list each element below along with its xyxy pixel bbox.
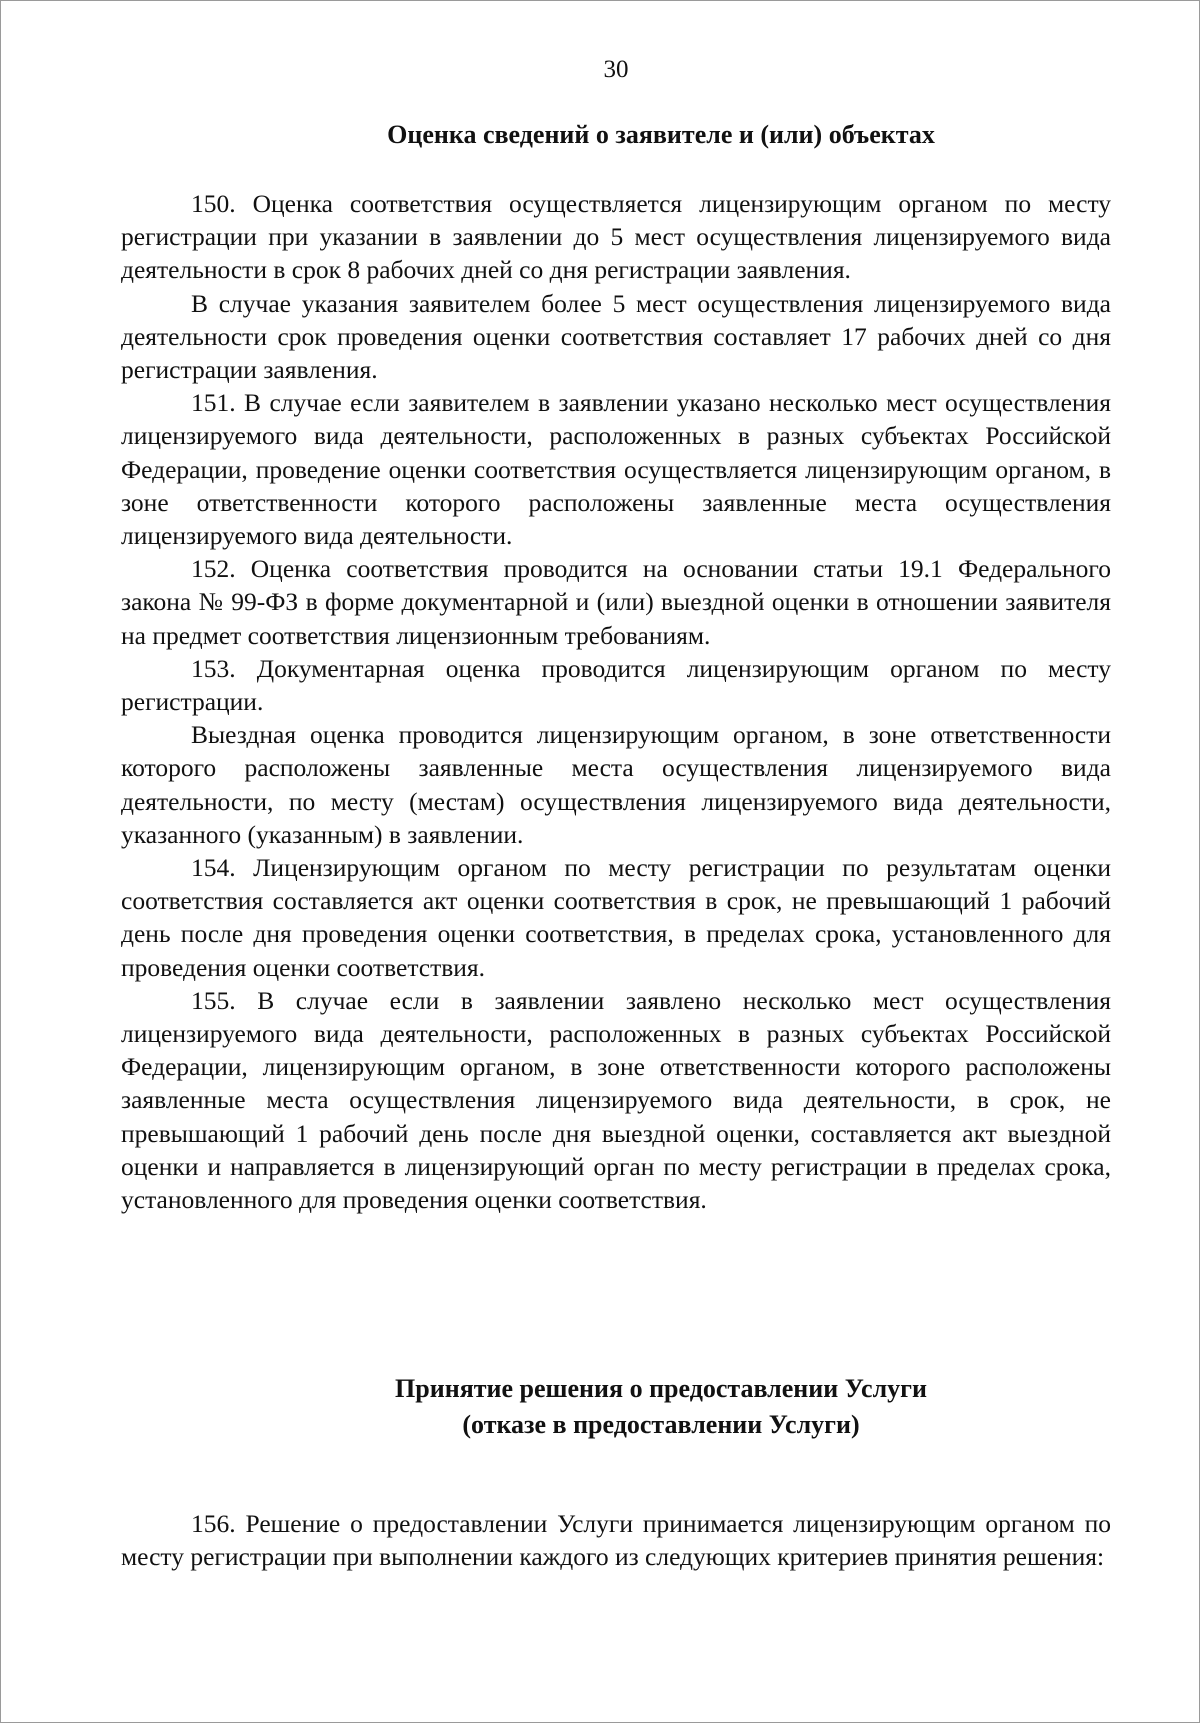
paragraph-150-continued: В случае указания заявителем более 5 мест осуществления лицензируемого вида деятельности срок проведения оценки соответствия составляет 17 рабочих дней со дня регистрации заявления. bbox=[121, 288, 1111, 385]
paragraph-153-continued: Выездная оценка проводится лицензирующим органом, в зоне ответственности которого расположены заявленные места осуществления лицензируемого вида деятельности, по месту (местам) осуществления лицензируемого вида деятельности, указанного (указанным) в заявлении. bbox=[121, 720, 1111, 849]
paragraph-150: 150. Оценка соответствия осуществляется лицензирующим органом по месту регистрации при указании в заявлении до 5 мест осуществления лицензируемого вида деятельности в срок 8 рабочих дней со дня регистрации заявления. bbox=[121, 189, 1111, 285]
paragraph-154: 154. Лицензирующим органом по месту регистрации по результатам оценки соответствия составляется акт оценки соответствия в срок, не превышающий 1 рабочий день после дня проведения оценки соответствия, в пределах срока, установленного для проведения оценки соответствия. bbox=[121, 853, 1111, 982]
paragraph-152: 152. Оценка соответствия проводится на основании статьи 19.1 Федерального закона № 99-ФЗ в форме документарной и (или) выездной оценки в отношении заявителя на предмет соответствия лицензионным требованиям. bbox=[121, 554, 1111, 650]
section-body-decision bbox=[121, 1507, 1111, 1573]
section-heading-decision-line2: (отказе в предоставлении Услуги) bbox=[462, 1410, 860, 1439]
paragraph-155: 155. В случае если в заявлении заявлено несколько мест осуществления лицензируемого вида деятельности, расположенных в разных субъектах Российской Федерации, лицензирующим органом, в зоне ответственности которого расположены заявленные места осуществления лицензируемого вида деятельности, в срок, не превышающий 1 рабочий день после дня выездной оценки, составляется акт выездной оценки и направляется в лицензирующий орган по месту регистрации в пределах срока, установленного для проведения оценки соответствия. bbox=[121, 985, 1111, 1215]
section-heading-assessment: Оценка сведений о заявителе и (или) объектах bbox=[387, 120, 935, 149]
paragraph-151: 151. В случае если заявителем в заявлении указано несколько мест осуществления лицензируемого вида деятельности, расположенных в разных субъектах Российской Федерации, проведение оценки соответствия осуществляется лицензирующим органом, в зоне ответственности которого расположены заявленные места осуществления лицензируемого вида деятельности. bbox=[121, 388, 1111, 551]
paragraph-153: 153. Документарная оценка проводится лицензирующим органом по месту регистрации. bbox=[121, 653, 1111, 717]
section-heading-decision bbox=[121, 1371, 1111, 1443]
section-heading-decision-line1: Принятие решения о предоставлении Услуги bbox=[395, 1374, 927, 1403]
section-body-assessment bbox=[121, 187, 1111, 1216]
paragraph-156: 156. Решение о предоставлении Услуги принимается лицензирующим органом по месту регистрации при выполнении каждого из следующих критериев принятия решения: bbox=[121, 1509, 1111, 1572]
page-number: 30 bbox=[603, 56, 629, 83]
